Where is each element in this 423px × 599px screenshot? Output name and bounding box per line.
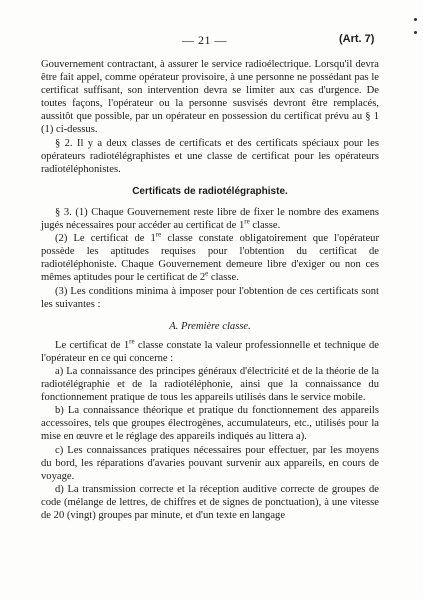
subsection-heading: A. Première classe.: [169, 320, 251, 332]
paragraph: § 2. Il y a deux classes de certificats et des certificats spéciaux pour les opérateurs radiotélégraphistes et une classe de certificat pour les opérateurs radiotéléphonistes.: [41, 137, 379, 175]
list-item: c) Les connaissances pratiques nécessaires pour effectuer, par les moyens du bord, les réparations d'avaries pouvant survenir aux appareils, en cours de voyage.: [41, 444, 379, 482]
paragraph: Gouvernement contractant, à assurer le service radioélectrique. Lorsqu'il devra être fait appel, comme opérateur provisoire, à une personne ne possédant pas le certificat suffisant, son intervention devra se limiter aux cas d'urgence. De toutes façons, l'opérateur ou la personne susvisés devront être remplacés, aussitôt que possible, par un opérateur en possession du certificat prévu au § 1 (1) ci-dessus.: [41, 59, 379, 136]
paragraph: (3) Les conditions minima à imposer pour l'obtention de ces certificats sont les suivantes :: [41, 285, 379, 310]
paragraph: § 3. (1) Chaque Gouvernement reste libre de fixer le nombre des examens jugés nécessaires pour accéder au certificat de 1re classe.: [41, 206, 379, 232]
body-text: [41, 58, 379, 522]
paragraph: Le certificat de 1re classe constate la valeur professionnelle et technique de l'opérateur en ce qui concerne :: [41, 337, 379, 364]
list-item: a) La connaissance des principes généraux d'électricité et de la théorie de la radiotélégraphie et de la radiotéléphonie, ainsi que la connaissance du fonctionnement pratique de tous les appareils utilisés dans le service mobile.: [41, 365, 379, 404]
section-heading: Certificats de radiotélégraphiste.: [132, 185, 288, 197]
paragraph: (2) Le certificat de 1re classe constate obligatoirement que l'opérateur possède les aptitudes requises pour l'obtention du certificat de radiotéléphoniste. Chaque Gouvernement demeure libre d'exiger ou non ces mêmes aptitudes pour le certificat de 2e classe.: [41, 230, 379, 284]
page-number: — 21 —: [182, 33, 227, 47]
article-reference: (Art. 7): [339, 33, 375, 45]
page-header: [0, 33, 423, 49]
margin-mark: [414, 18, 417, 21]
list-item: b) La connaissance théorique et pratique du fonctionnement des appareils accessoires, tels que groupes électrogènes, accumulateurs, etc., utilisés pour la mise en œuvre et le réglage des appareils indiqués au littera a).: [41, 405, 379, 443]
list-item: d) La transmission correcte et la réception auditive correcte de groupes de code (mélange de lettres, de chiffres et de signes de ponctuation), à une vitesse de 20 (vingt) groupes par minute, et d'un texte en langage: [41, 483, 379, 521]
